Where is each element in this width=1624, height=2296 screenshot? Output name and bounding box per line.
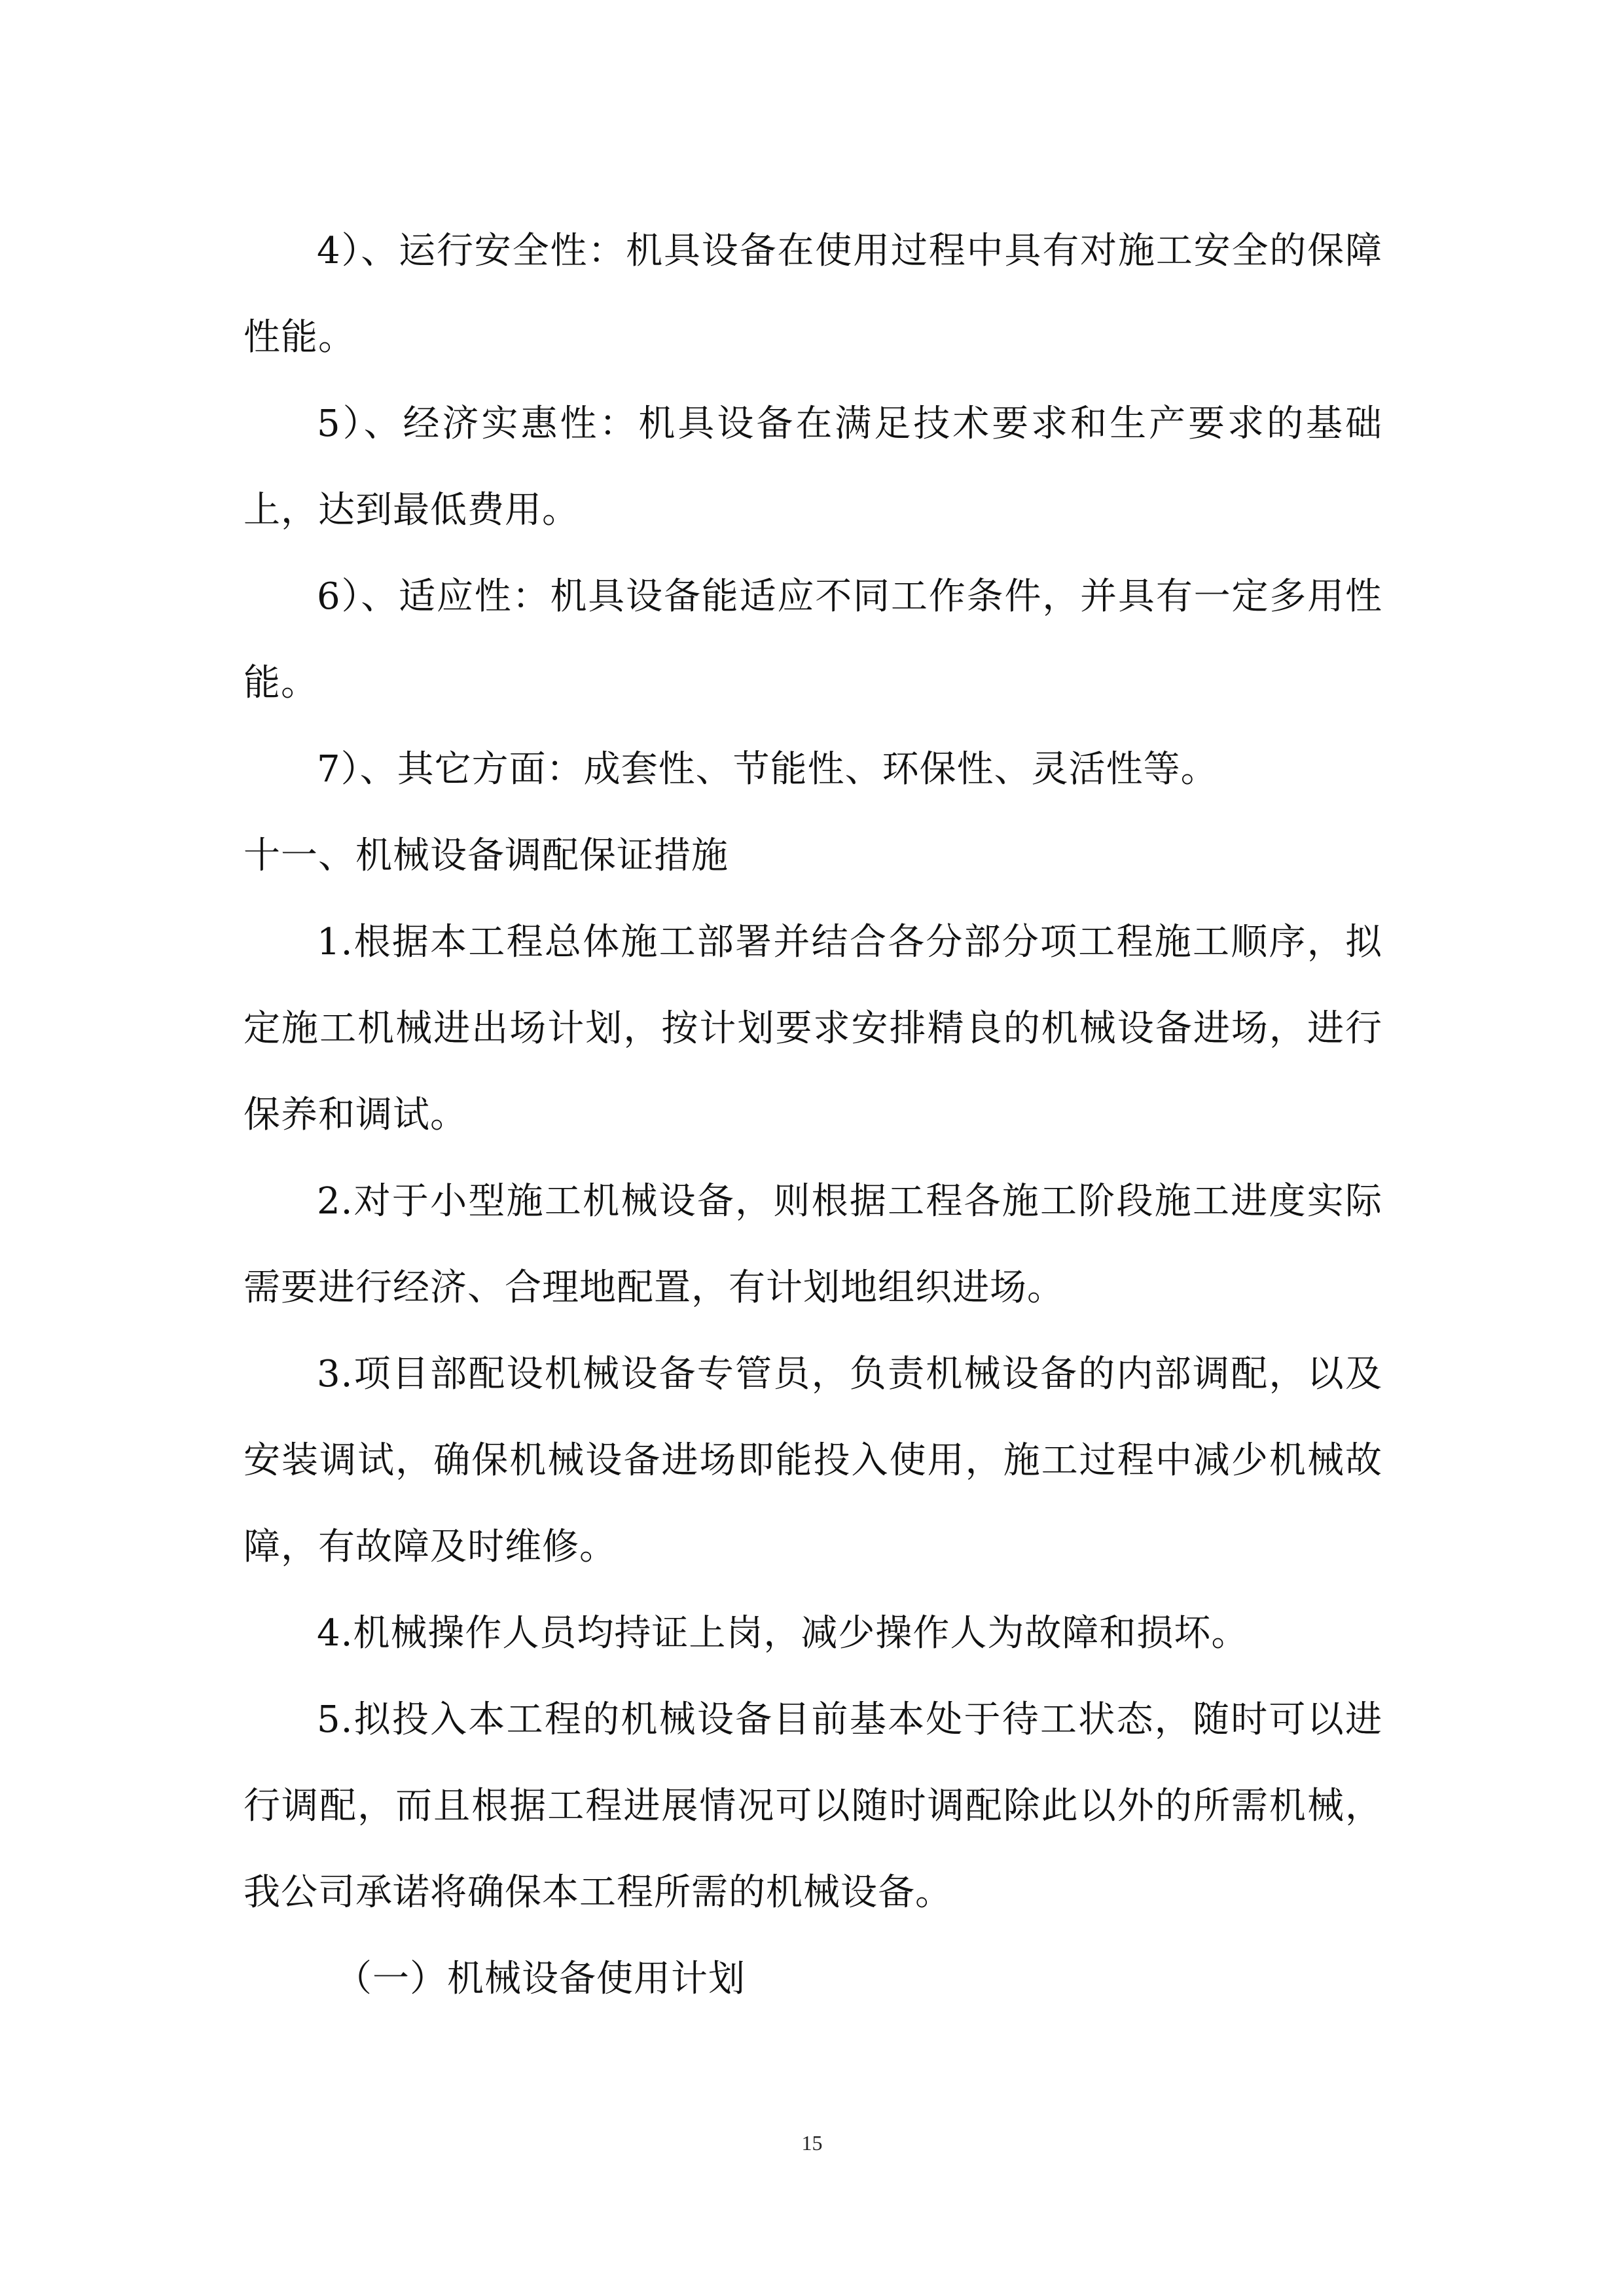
subsection-heading: （一）机械设备使用计划 [335,1958,746,2000]
section-heading: 十一、机械设备调配保证措施 [244,834,729,877]
measure-item-2: 2.对于小型施工机械设备，则根据工程各施工阶段施工进度实际需要进行经济、合理地配置，有计划地组织进场。 [244,1180,1382,1309]
measure-item-1: 1.根据本工程总体施工部署并结合各分部分项工程施工顺序，拟定施工机械进出场计划，按计划要求安排精良的机械设备进场，进行保养和调试。 [244,921,1382,1136]
paragraph-operating-safety: 4）、运行安全性：机具设备在使用过程中具有对施工安全的保障性能。 [244,230,1382,359]
measure-item-4: 4.机械操作人员均持证上岗，减少操作人为故障和损坏。 [317,1612,1249,1655]
paragraph-adaptability: 6）、适应性：机具设备能适应不同工作条件，并具有一定多用性能。 [244,575,1382,704]
page-number: 15 [801,2131,823,2155]
paragraph-economic-benefit: 5）、经济实惠性：机具设备在满足技术要求和生产要求的基础上，达到最低费用。 [244,403,1382,531]
page-content [244,208,1382,2022]
paragraph-other-aspects: 7）、其它方面：成套性、节能性、环保性、灵活性等。 [317,748,1218,791]
measure-item-5: 5.拟投入本工程的机械设备目前基本处于待工状态，随时可以进行调配，而且根据工程进展情况可以随时调配除此以外的所需机械，我公司承诺将确保本工程所需的机械设备。 [244,1698,1382,1914]
measure-item-3: 3.项目部配设机械设备专管员，负责机械设备的内部调配，以及安装调试，确保机械设备进场即能投入使用，施工过程中减少机械故障，有故障及时维修。 [244,1353,1382,1568]
